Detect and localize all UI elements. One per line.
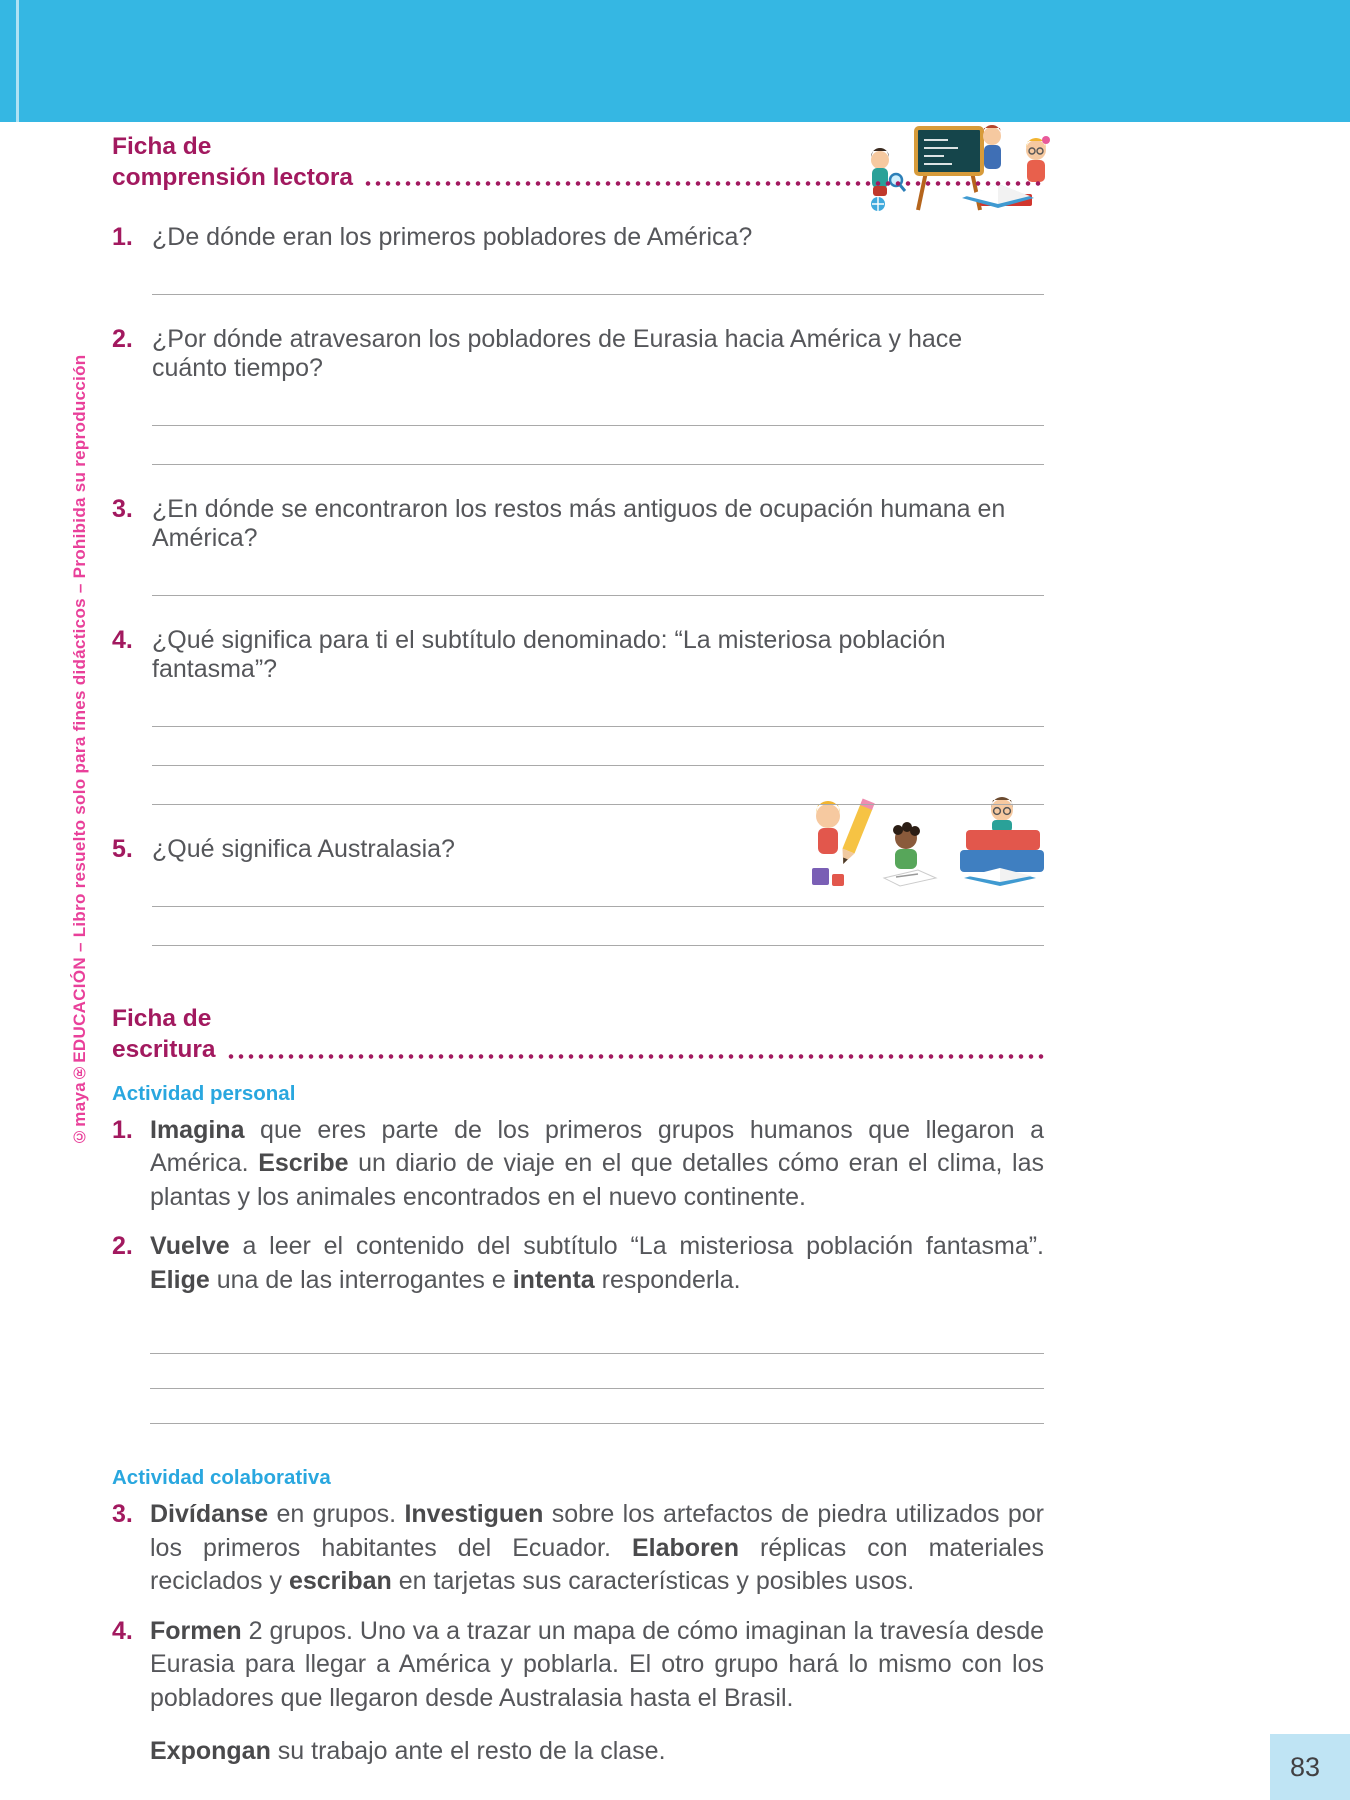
item-text: Divídanse en grupos. Investiguen sobre los artefactos de piedra utilizados por los primeros habitantes del Ecuador. Elaboren réplicas con materiales reciclados y escriban en tarjetas sus características y posibles usos. (150, 1500, 1044, 1595)
item-text: Formen 2 grupos. Uno va a trazar un mapa de cómo imaginan la travesía desde Eurasia para llegar a América y poblarla. El otro grupo hará lo mismo con los pobladores que llegaron desde Australasia hasta el Brasil. (150, 1616, 1044, 1712)
comprehension-title-line2: comprensión lectora (112, 163, 353, 191)
item-number: 3. (112, 1500, 133, 1528)
personal-activity-heading: Actividad personal (112, 1081, 296, 1105)
answer-line (152, 864, 1044, 907)
copyright-vertical-text: ©maya®EDUCACIÓN – Libro resuelto solo para fines didácticos – Prohibida su reproducción (70, 354, 89, 1146)
item-number: 1. (112, 1115, 133, 1144)
question-number: 3. (112, 495, 133, 524)
question-number: 4. (112, 626, 133, 655)
question-5 (112, 835, 1044, 864)
writing-item-3 (112, 1498, 1044, 1599)
item-number: 4. (112, 1616, 133, 1645)
answer-line (152, 766, 1044, 805)
question-text: ¿Qué significa Australasia? (152, 835, 455, 864)
comprehension-title-line1: Ficha de (112, 133, 212, 160)
top-color-band (0, 0, 1350, 122)
item-text: Imagina que eres parte de los primeros grupos humanos que llegaron a América. Escribe un diario de viaje en el que detalles cómo eran el clima, las plantas y los animales encontrados en el nuevo continente. (150, 1115, 1044, 1211)
closing-instruction: Expongan su trabajo ante el resto de la clase. (150, 1737, 666, 1765)
writing-item-2 (112, 1230, 1044, 1297)
writing-title-line1: Ficha de (112, 1005, 212, 1033)
comprehension-section (112, 132, 1044, 946)
answer-line (150, 1354, 1044, 1389)
writing-title-line2: escritura (112, 1035, 216, 1063)
band-notch (16, 0, 19, 122)
question-text: ¿Qué significa para ti el subtítulo denominado: “La misteriosa población fantasma”? (152, 626, 946, 684)
question-3 (112, 495, 1044, 553)
answer-line (152, 383, 1044, 426)
question-text: ¿En dónde se encontraron los restos más antiguos de ocupación humana en América? (152, 495, 1006, 553)
question-number: 5. (112, 835, 133, 864)
answer-line (152, 426, 1044, 465)
question-text: ¿Por dónde atravesaron los pobladores de Eurasia hacia América y hace cuánto tiempo? (152, 325, 963, 383)
answer-line (150, 1389, 1044, 1424)
writing-item-4 (112, 1615, 1044, 1716)
collaborative-activity-heading: Actividad colaborativa (112, 1466, 331, 1489)
question-1 (112, 223, 1044, 252)
answer-line (152, 907, 1044, 946)
answer-line (150, 1313, 1044, 1354)
page-number: 83 (1290, 1751, 1321, 1782)
answer-line (152, 684, 1044, 727)
dotted-leader (226, 1053, 1044, 1060)
answer-line (152, 252, 1044, 295)
question-4 (112, 626, 1044, 684)
item-number: 2. (112, 1232, 133, 1260)
answer-line (152, 727, 1044, 766)
writing-item-1 (112, 1114, 1044, 1215)
question-number: 2. (112, 325, 133, 354)
question-text: ¿De dónde eran los primeros pobladores de América? (152, 223, 753, 252)
answer-line (152, 553, 1044, 596)
question-number: 1. (112, 223, 133, 252)
dotted-leader (363, 180, 1044, 187)
page-content (112, 132, 1044, 1766)
item-text: Vuelve a leer el contenido del subtítulo “La misteriosa población fantasma”. Elige una de las interrogantes e intenta responderla. (150, 1232, 1044, 1294)
writing-section (112, 1004, 1044, 1766)
page-number-badge (1270, 1734, 1350, 1800)
question-2 (112, 325, 1044, 383)
